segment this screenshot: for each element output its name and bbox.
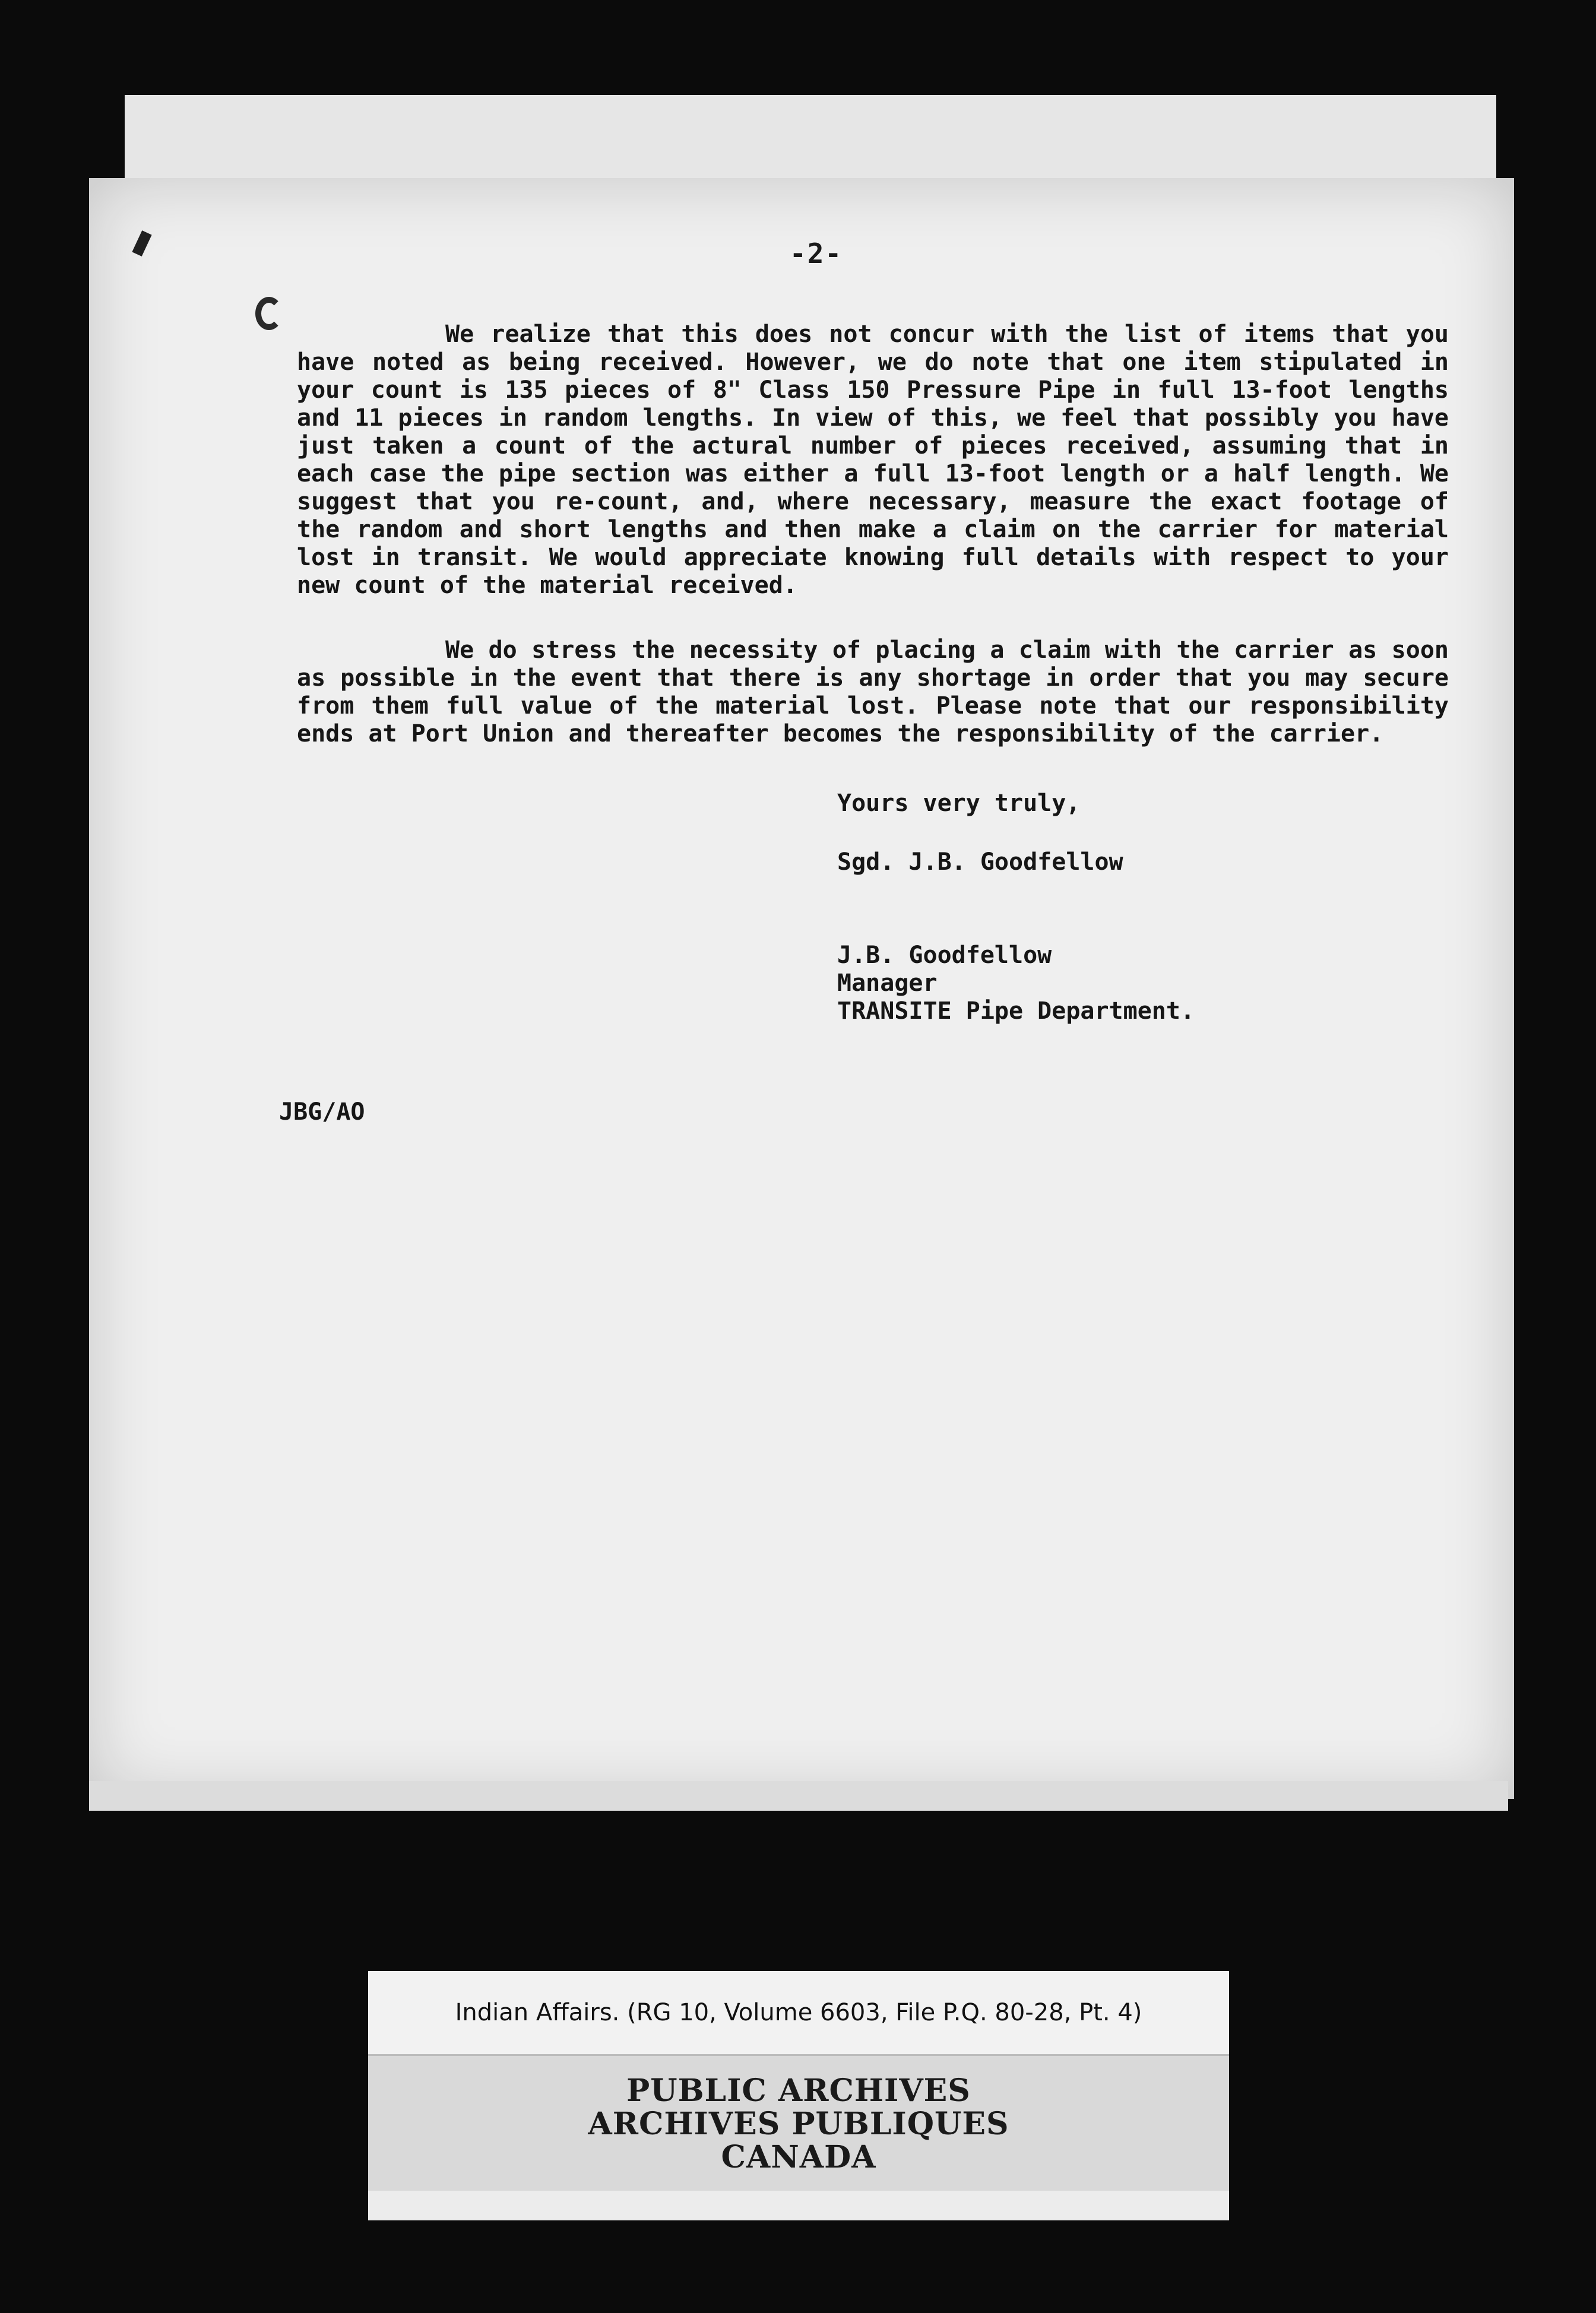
letter-body: [297, 321, 1449, 785]
reference-initials: JBG/AO: [279, 1098, 365, 1126]
signatory-name: J.B. Goodfellow: [837, 942, 1052, 969]
back-sheet: [125, 95, 1496, 190]
stamp-line-1: PUBLIC ARCHIVES: [626, 2073, 971, 2109]
label-bottom-strip: [368, 2191, 1229, 2220]
archive-citation: Indian Affairs. (RG 10, Volume 6603, File P.Q. 80-28, Pt. 4): [455, 1999, 1142, 2026]
letter-closing: [837, 790, 1195, 1025]
closing-salutation: Yours very truly,: [837, 790, 1081, 817]
punch-hole-mark: [255, 297, 283, 330]
archive-stamp: [368, 2054, 1229, 2192]
signed-line: Sgd. J.B. Goodfellow: [837, 848, 1123, 876]
paragraph-2: We do stress the necessity of placing a claim with the carrier as soon as possible in the event that there is any shortage in order that you may secure from them full value of the material lost. Please note that our responsibility ends at Port Union and thereafter becomes the responsibility of the carrier.: [297, 636, 1449, 747]
stamp-line-3: CANADA: [721, 2139, 876, 2175]
stamp-line-2: ARCHIVES PUBLIQUES: [588, 2106, 1009, 2142]
under-sheet-edge: [89, 1781, 1508, 1811]
paragraph-1: We realize that this does not concur with the list of items that you have noted as being received. However, we do note that one item stipulated in your count is 135 pieces of 8" Class 150 Pressure Pipe in full 13-foot lengths and 11 pieces in random lengths. In view of this, we feel that possibly you have just taken a count of the actural number of pieces received, assuming that in each case the pipe section was either a full 13-foot length or a half length. We suggest that you re-count, and, where necessary, measure the exact footage of the random and short lengths and then make a claim on the carrier for material lost in transit. We would appreciate knowing full details with respect to your new count of the material received.: [297, 321, 1449, 599]
archive-citation-box: [368, 1971, 1229, 2054]
signatory-department: TRANSITE Pipe Department.: [837, 997, 1195, 1025]
archive-label: [368, 1971, 1229, 2220]
signatory-title: Manager: [837, 969, 938, 997]
page-number: -2-: [790, 237, 843, 270]
